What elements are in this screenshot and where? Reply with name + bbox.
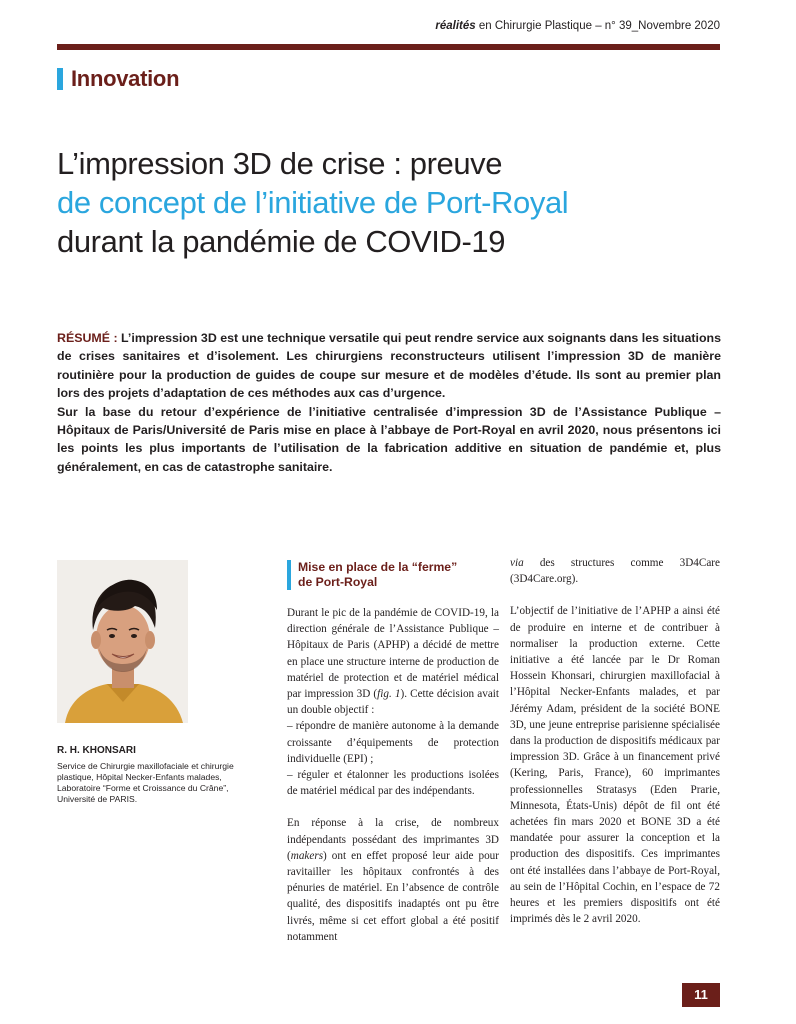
col2-para-1: L’objectif de l’initiative de l’APHP a ainsi été de produire en interne et de contribuer à normaliser la production externe. Cette initiative a été lancée par le Dr Roman Hossein Khonsari, chirurgien maxillofacial à l’Hôpital Necker-Enfants malades, et par Jérémy Adam, président de la société BONE 3D, une jeune entreprise parisienne spécialisée dans la production de dispositifs médicaux par impression 3D. Grâce à un financement privé (Kering, Paris, France), 60 imprimantes professionnelles Stratasys (Eden Prarie, Minnesota, États-Unis) dépôt de fil ont été achetées fin mars 2020 et BONE 3D a été mandatée pour assurer la conception et la production des dispositifs. Ces imprimantes ont été installées dans l’abbaye de Port-Royal, au sein de l’Hôpital Cochin, en l’espace de 72 heures et les premiers dispositifs ont été imprimés dès le 2 avril 2020. xyxy=(510,605,720,926)
author-name: R. H. KHONSARI xyxy=(57,745,136,756)
section-bar xyxy=(57,68,63,90)
page-number: 11 xyxy=(682,983,720,1007)
col2-para-0-text: des structures comme 3D4Care (3D4Care.org). xyxy=(510,557,720,586)
subheading-line-1: Mise en place de la “ferme” xyxy=(298,560,458,574)
col1-para-2 xyxy=(287,815,499,945)
title-line-1: L’impression 3D de crise : preuve xyxy=(57,146,503,181)
bullet-item-1: – répondre de manière autonome à la demande croissante d’équipements de protection individuelle (EPI) ; xyxy=(287,720,499,765)
via-term: via xyxy=(510,557,524,569)
body-column-1 xyxy=(287,605,499,961)
journal-issue: en Chirurgie Plastique – n° 39_Novembre 2020 xyxy=(475,20,720,32)
subheading xyxy=(287,560,457,590)
subheading-bar xyxy=(287,560,291,590)
abstract xyxy=(57,329,721,476)
bullet-item-2: – réguler et étalonner les productions isolées de matériel médical par des indépendants. xyxy=(287,769,499,798)
title-line-3: durant la pandémie de COVID-19 xyxy=(57,224,506,259)
subheading-line-2: de Port-Royal xyxy=(298,575,378,589)
col1-para-2-text-b: ) ont en effet proposé leur aide pour ravitailler les hôpitaux confrontés à des pénuries de matériel. En l’absence de contrôle qualité, des dispositifs inadaptés ont pu être livrés, même si cet effort global a été positif notamment xyxy=(287,849,499,943)
author-portrait-image xyxy=(57,560,188,723)
col1-para-2-text-a: En réponse à la crise, de nombreux indépendants possédant des imprimantes 3D ( xyxy=(287,817,499,862)
subheading-text xyxy=(298,560,457,590)
abstract-keyword: RÉSUMÉ : xyxy=(57,331,118,345)
header-rule xyxy=(57,44,720,50)
section-heading xyxy=(57,66,179,92)
figure-reference: fig. 1 xyxy=(377,688,401,701)
title-line-2: de concept de l’initiative de Port-Royal xyxy=(57,185,569,220)
section-label: Innovation xyxy=(71,66,180,91)
author-affiliation: Service de Chirurgie maxillofaciale et chirurgie plastique, Hôpital Necker-Enfants malades, Laboratoire “Forme et Croissance du Crâne”, Université de PARIS. xyxy=(57,761,234,804)
col1-para-1-text-a: Durant le pic de la pandémie de COVID-19, la direction générale de l’Assistance Publique – Hôpitaux de Paris (APHP) a décidé de mettre en place une structure interne de production de matériel de protection et de matériel médical par impression 3D ( xyxy=(287,607,499,701)
running-header xyxy=(435,20,720,32)
abstract-text-1: L’impression 3D est une technique versatile qui peut rendre service aux soignants dans les situations de crises sanitaires et d’isolement. Les chirurgiens reconstructeurs utilisent l’impression 3D de manière routinière pour la production de guides de coupe sur mesure et de modèles d’étude. Ils sont au premier plan lors des projets d’adaptation de ces méthodes aux cas d’urgence. xyxy=(57,331,721,401)
abstract-para-1 xyxy=(57,329,721,403)
makers-term: makers xyxy=(290,849,324,862)
article-title xyxy=(57,144,737,261)
abstract-para-2: Sur la base du retour d’expérience de l’initiative centralisée d’impression 3D de l’Assistance Publique – Hôpitaux de Paris/Université de Paris mise en place à l’abbaye de Port-Royal en avril 2020, nous présentons ici les points les plus importants de l’utilisation de la fabrication additive en situation de pandémie et, plus généralement, en cas de catastrophe sanitaire. xyxy=(57,404,721,474)
author-photo xyxy=(57,560,188,723)
col2-para-0 xyxy=(510,555,720,587)
col1-para-1 xyxy=(287,605,499,799)
journal-name: réalités xyxy=(435,20,476,32)
col1-para-1-text-b: ). Cette décision avait un double objectif : xyxy=(287,688,500,717)
body-column-2 xyxy=(510,555,720,943)
